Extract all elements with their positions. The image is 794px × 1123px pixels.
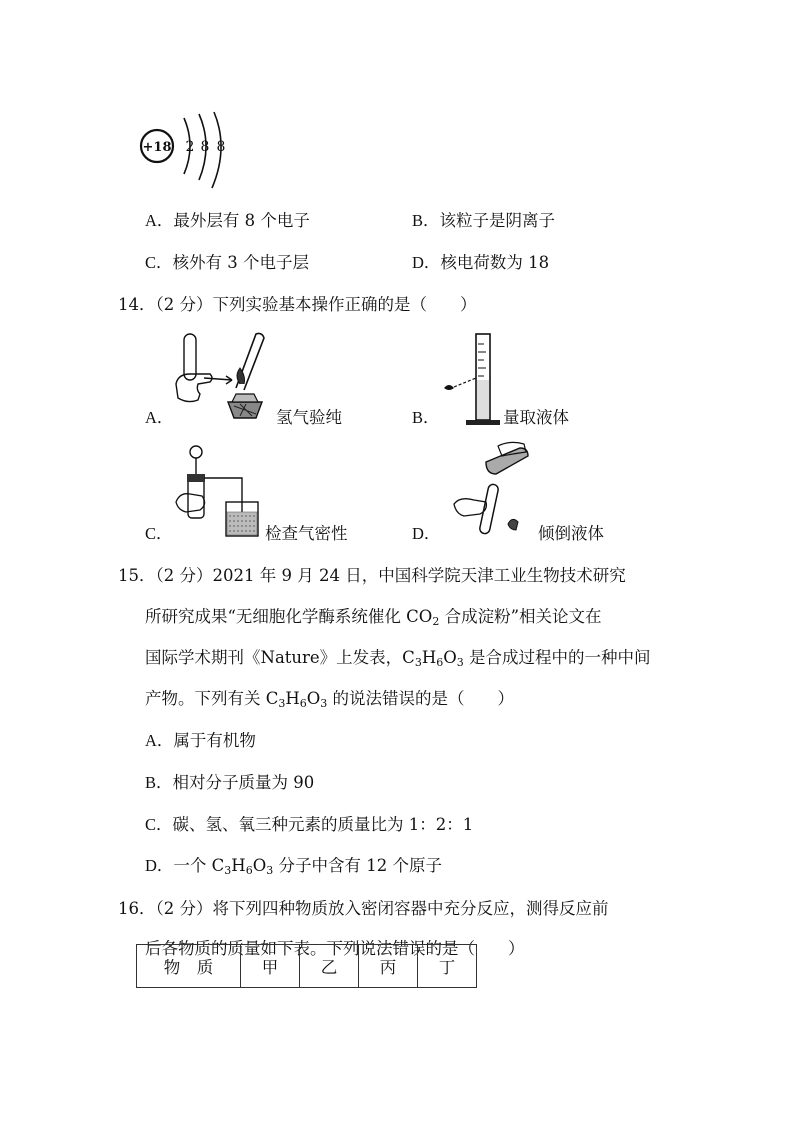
text-segment: 分子中含有 12 个原子 (273, 856, 442, 875)
q16-line-1 (118, 899, 609, 919)
q13-option-c (145, 253, 309, 273)
airtightness-check-figure (172, 442, 264, 542)
delivery-tube (204, 478, 242, 514)
test-tube (479, 484, 499, 535)
option-text: 核外有 3 个电子层 (172, 253, 310, 272)
hand (176, 494, 205, 512)
stopper (187, 474, 205, 482)
option-text: 最外层有 8 个电子 (173, 211, 310, 230)
shell-electrons-2: 8 (200, 139, 210, 155)
subscript: 3 (224, 864, 232, 877)
table-header-cell: 丙 (359, 945, 418, 988)
hydrogen-purity-test-figure (170, 328, 270, 428)
text-segment: 合成淀粉”相关论文在 (439, 607, 602, 626)
option-text: 碳、氢、氧三种元素的质量比为 1：2：1 (172, 815, 474, 834)
option-label: B． (145, 773, 173, 792)
q15-line-2 (145, 607, 602, 627)
beaker-water (227, 512, 257, 535)
lamp-top (232, 394, 258, 402)
measuring-cylinder-figure (436, 330, 506, 430)
shell-electrons-1: 2 (185, 139, 195, 155)
subscript: 3 (320, 697, 328, 710)
q13-option-a (145, 211, 310, 231)
sight-line (454, 378, 476, 387)
subscript: 3 (278, 697, 286, 710)
subscript: 6 (299, 697, 307, 710)
question-text: （2 分）2021 年 9 月 24 日，中国科学院天津工业生物技术研究 (155, 566, 626, 585)
option-text: 相对分子质量为 90 (172, 773, 315, 792)
text-segment: 国际学术期刊《Nature》上发表，C (145, 648, 415, 667)
holding-hand (454, 499, 486, 516)
shell-electrons-3: 8 (216, 139, 226, 155)
cylinder-base (466, 420, 500, 425)
q15-line-3 (145, 648, 650, 668)
text-segment: 是合成过程中的一种中间 (463, 648, 651, 667)
table-header-cell: 甲 (241, 945, 300, 988)
q13-option-d (412, 253, 549, 273)
question-number: 15． (118, 566, 156, 585)
option-label: C． (145, 253, 173, 272)
text-segment: H (421, 648, 437, 667)
text-segment: 的说法错误的是（ ） (327, 689, 515, 708)
subscript: 2 (432, 615, 440, 628)
option-text: 核电荷数为 18 (440, 253, 550, 272)
q14-stem (118, 295, 477, 315)
reagent-bottle (486, 448, 528, 474)
atom-structure-diagram (136, 110, 236, 192)
text-segment: 一个 C (173, 856, 225, 875)
option-label: A． (145, 731, 174, 750)
flame (237, 368, 245, 384)
option-label: C． (145, 524, 173, 543)
q14-option-c-caption: 检查气密性 (265, 524, 348, 543)
pouring-liquid-figure (446, 440, 538, 540)
option-label: D． (145, 856, 174, 875)
cylinder-liquid (477, 380, 489, 419)
q14-option-d-label (412, 524, 440, 544)
option-label: C． (145, 815, 173, 834)
q14-option-d-caption: 倾倒液体 (538, 524, 604, 543)
arrow-line (204, 378, 232, 380)
test-tube-inverted (184, 334, 196, 380)
question-number: 14． (118, 295, 156, 314)
option-label: A． (145, 211, 174, 230)
option-text: 该粒子是阴离子 (439, 211, 556, 230)
q15-option-d (145, 856, 442, 876)
subscript: 3 (456, 656, 464, 669)
q14-option-b-label (412, 408, 440, 428)
q15-option-a (145, 731, 256, 751)
table-header-cell: 物 质 (137, 945, 241, 988)
question-text: （2 分）下列实验基本操作正确的是（ ） (155, 295, 477, 314)
option-label: A． (145, 408, 174, 427)
question-number: 16． (118, 899, 156, 918)
q15-option-c (145, 815, 473, 835)
option-text: 属于有机物 (173, 731, 256, 750)
q16-line-2: 后各物质的质量如下表。下列说法错误的是（ ） (145, 939, 525, 958)
text-segment: O (306, 689, 321, 708)
text-segment: 产物。下列有关 C (145, 689, 279, 708)
q14-option-a-label (145, 408, 173, 428)
question-text: （2 分）将下列四种物质放入密闭容器中充分反应，测得反应前 (155, 899, 609, 918)
substance-mass-table (136, 944, 477, 988)
text-segment: H (231, 856, 246, 875)
rubber-bulb (190, 446, 202, 458)
stopper-on-table (508, 519, 518, 530)
table-header-row (137, 945, 477, 988)
q14-option-c-label (145, 524, 173, 544)
text-segment: O (252, 856, 267, 875)
subscript: 6 (245, 864, 253, 877)
subscript: 3 (266, 864, 274, 877)
subscript: 3 (414, 656, 422, 669)
table-header-cell: 乙 (300, 945, 359, 988)
text-segment: 所研究成果“无细胞化学酶系统催化 CO (145, 607, 433, 626)
option-label: D． (412, 524, 441, 543)
nucleus-charge: +18 (142, 140, 172, 155)
q14-option-a-caption: 氢气验纯 (276, 408, 342, 427)
text-segment: H (285, 689, 300, 708)
q15-option-b (145, 773, 314, 793)
eye-symbol (444, 385, 454, 390)
q15-line-1 (118, 566, 626, 586)
text-segment: O (443, 648, 457, 667)
option-label: D． (412, 253, 441, 272)
table-header-cell: 丁 (418, 945, 477, 988)
q13-option-b (412, 211, 555, 231)
q15-line-4 (145, 689, 514, 709)
subscript: 6 (436, 656, 444, 669)
option-label: B． (412, 211, 440, 230)
q14-option-b-caption: 量取液体 (503, 408, 569, 427)
option-label: B． (412, 408, 440, 427)
